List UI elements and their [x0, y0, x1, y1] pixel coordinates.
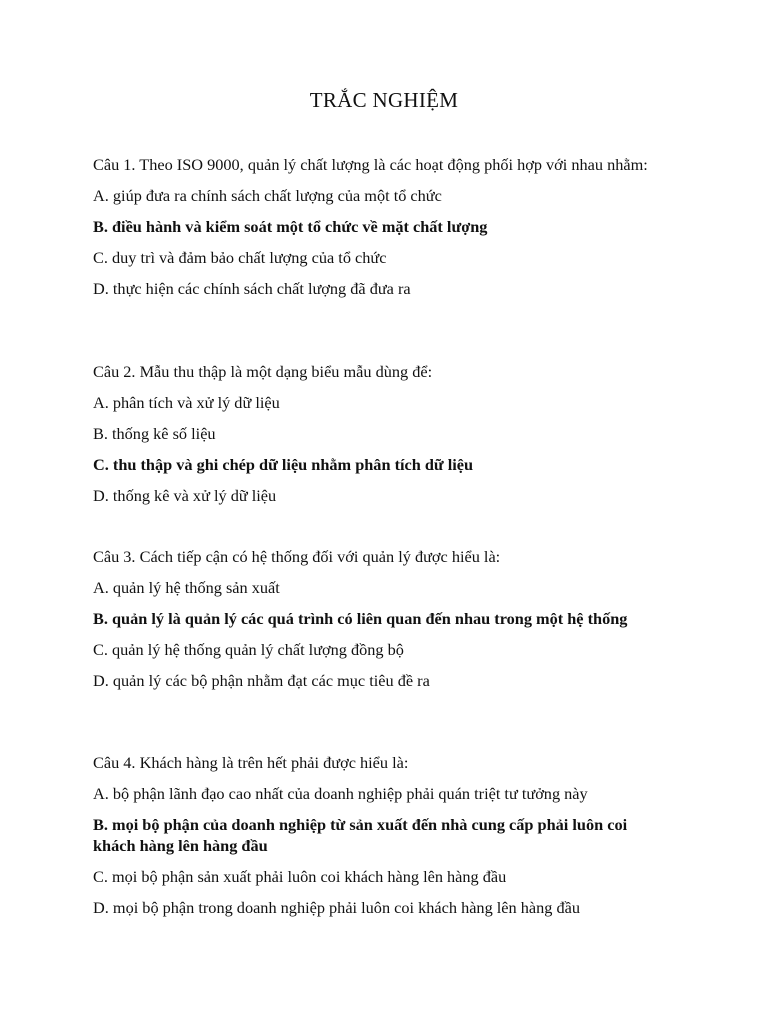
question-text: Câu 2. Mẫu thu thập là một dạng biểu mẫu dùng để:	[93, 362, 433, 381]
question-block	[93, 361, 673, 506]
answer-option-d: D. quản lý các bộ phận nhằm đạt các mục tiêu đề ra	[93, 671, 430, 690]
answer-option-a: A. bộ phận lãnh đạo cao nhất của doanh nghiệp phải quán triệt tư tưởng này	[93, 784, 588, 803]
answer-option-b: B. mọi bộ phận của doanh nghiệp từ sản xuất đến nhà cung cấp phải luôn coi khách hàng lên hàng đầu	[93, 815, 628, 855]
answer-option-b: B. quản lý là quản lý các quá trình có liên quan đến nhau trong một hệ thống	[93, 609, 628, 628]
answer-option-c: C. quản lý hệ thống quản lý chất lượng đồng bộ	[93, 640, 404, 659]
question-block	[93, 752, 673, 918]
question-block	[93, 154, 673, 299]
question-text: Câu 1. Theo ISO 9000, quản lý chất lượng là các hoạt động phối hợp với nhau nhằm:	[93, 155, 648, 174]
answer-option-a: A. phân tích và xử lý dữ liệu	[93, 393, 280, 412]
answer-option-b: B. điều hành và kiểm soát một tổ chức về mặt chất lượng	[93, 217, 488, 236]
question-text: Câu 4. Khách hàng là trên hết phải được hiểu là:	[93, 753, 409, 772]
answer-option-d: D. mọi bộ phận trong doanh nghiệp phải luôn coi khách hàng lên hàng đầu	[93, 898, 580, 917]
answer-option-c: C. thu thập và ghi chép dữ liệu nhằm phân tích dữ liệu	[93, 455, 474, 474]
question-block	[93, 546, 673, 691]
answer-option-c: C. mọi bộ phận sản xuất phải luôn coi khách hàng lên hàng đầu	[93, 867, 507, 886]
answer-option-c: C. duy trì và đảm bảo chất lượng của tổ chức	[93, 248, 387, 267]
question-text: Câu 3. Cách tiếp cận có hệ thống đối với quản lý được hiểu là:	[93, 547, 501, 566]
answer-option-b: B. thống kê số liệu	[93, 424, 216, 443]
answer-option-a: A. giúp đưa ra chính sách chất lượng của một tổ chức	[93, 186, 442, 205]
answer-option-d: D. thống kê và xử lý dữ liệu	[93, 486, 277, 505]
answer-option-a: A. quản lý hệ thống sản xuất	[93, 578, 280, 597]
page-title: TRẮC NGHIỆM	[309, 88, 459, 112]
answer-option-d: D. thực hiện các chính sách chất lượng đã đưa ra	[93, 279, 411, 298]
